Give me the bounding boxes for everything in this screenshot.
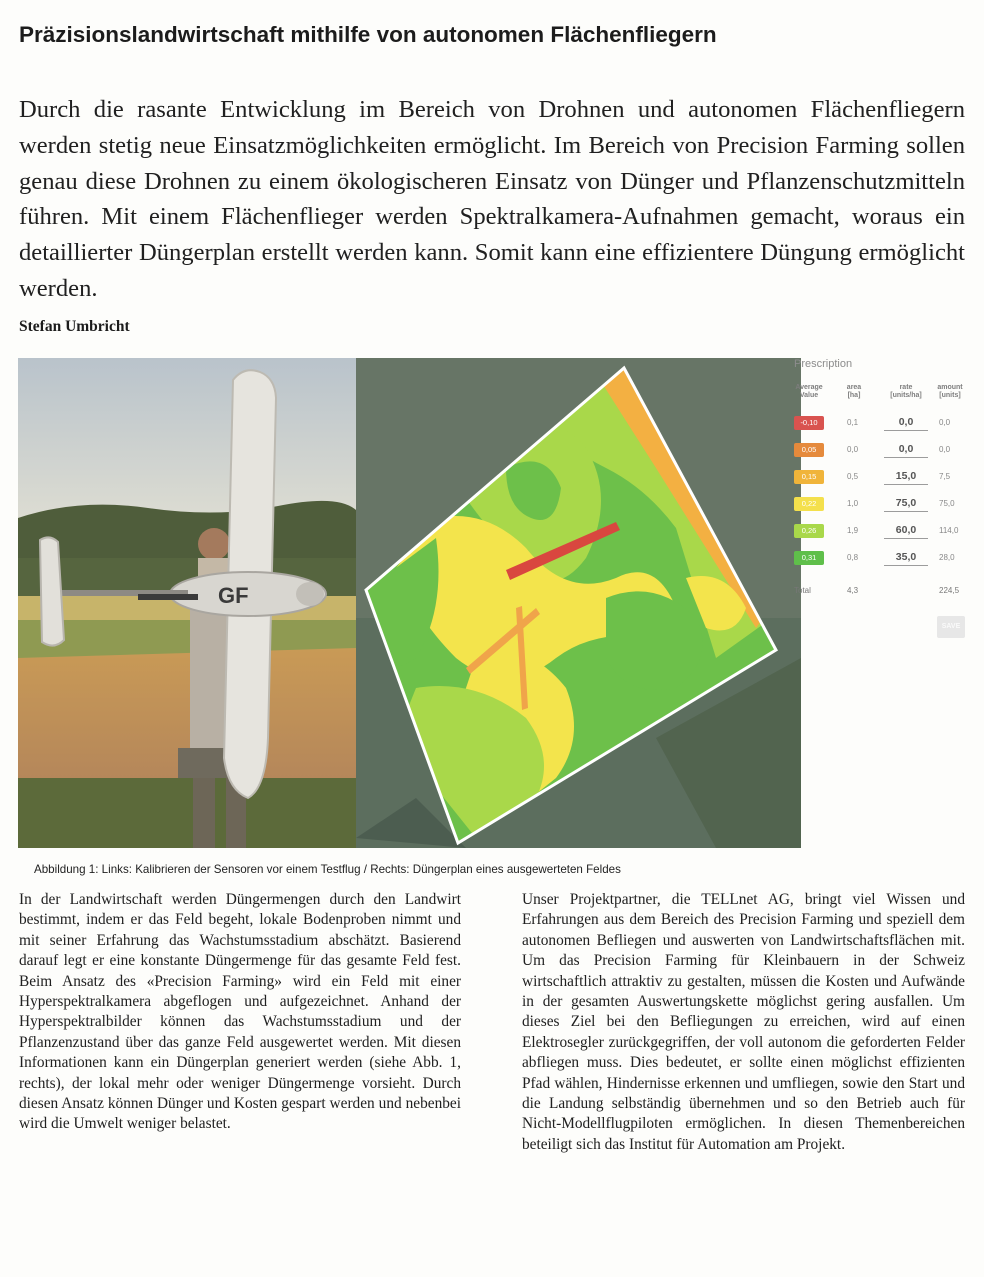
row-amount: 28,0 [939,553,955,562]
header-area [841,384,867,400]
prescription-row [789,495,968,513]
prescription-row [789,441,968,459]
rate-input[interactable]: 15,0 [884,469,928,485]
header-rate-line2: [units/ha] [890,392,922,399]
row-area: 0,5 [847,472,859,481]
drone-calibration-photo [18,358,356,848]
row-area: 0,8 [847,553,859,562]
row-amount: 0,0 [939,445,951,454]
header-area-line2: [ha] [847,392,861,399]
total-amount: 224,5 [939,586,960,595]
row-area: 1,9 [847,526,859,535]
article-author: Stefan Umbricht [19,318,130,335]
header-amount-line1: amount [937,384,963,391]
figure-caption: Abbildung 1: Links: Kalibrieren der Sensoren vor einem Testflug / Rechts: Düngerplan eines ausgewerteten Feldes [34,863,621,876]
row-amount: 0,0 [939,418,951,427]
header-rate [881,384,931,400]
prescription-panel [789,358,968,658]
prescription-row [789,522,968,540]
row-area: 0,0 [847,445,859,454]
prescription-title: Prescription [794,358,853,370]
row-area: 1,0 [847,499,859,508]
total-area: 4,3 [847,586,859,595]
rate-input[interactable]: 0,0 [884,442,928,458]
header-value-line1: Average [795,384,823,391]
header-amount [933,384,967,400]
value-swatch: 0,26 [794,524,824,538]
value-swatch: -0,10 [794,416,824,430]
value-swatch: 0,31 [794,551,824,565]
value-swatch: 0,22 [794,497,824,511]
rate-input[interactable]: 75,0 [884,496,928,512]
drone-marking: GF [218,583,249,608]
row-amount: 7,5 [939,472,951,481]
prescription-row [789,414,968,432]
total-label: Total [794,586,811,595]
row-amount: 75,0 [939,499,955,508]
header-value-line2: Value [799,392,819,399]
body-column-left: In der Landwirtschaft werden Düngermengen durch den Landwirt bestimmt, indem er das Feld begeht, lokale Bodenproben nimmt und mit seiner Erfahrung das Wachstumsstadium abschätzt. Basierend darauf legt er eine konstante Düngermenge für das gesamte Feld fest. Beim Ansatz des «Precision Farming» wird ein Feld mit einer Hyperspektralkamera abgeflogen und aufgezeichnet. Anhand der Hyperspektralbilder können das Wachstumsstadium und der Pflanzenzustand über das ganze Feld ausgewertet werden. Mit diesen Informationen kann ein Düngerplan generiert werden (siehe Abb. 1, rechts), der lokal mehr oder weniger Düngermenge vorsieht. Durch diesen Ansatz können Dünger und Kosten gespart werden und nebenbei wird die Umwelt weniger belastet. [19,891,461,1133]
fertilizer-map-illustration [356,358,801,848]
rate-input[interactable]: 35,0 [884,550,928,566]
fertilizer-map [356,358,801,848]
prescription-total-row [789,586,968,602]
header-area-line1: area [846,384,862,391]
value-swatch: 0,05 [794,443,824,457]
row-area: 0,1 [847,418,859,427]
prescription-row [789,549,968,567]
rate-input[interactable]: 60,0 [884,523,928,539]
body-column-right: Unser Projektpartner, die TELLnet AG, bringt viel Wissen und Erfahrungen aus dem Bereich des Precision Farming und speziell dem autonomen Befliegen und auswerten von Landwirtschaftsflächen mit. Um das Precision Farming für Kleinbauern in der Schweiz wirtschaftlich attraktiv zu gestalten, müssen die Kosten und Aufwände in der gesamten Auswertungskette möglichst gering ausfallen. Um dieses Ziel bei den Befliegungen zu erreichen, wird auf einen Elektrosegler zurückgegriffen, der voll autonom die geforderten Felder abfliegen muss. Dies bedeutet, er sollte einen möglichst effizienten Pfad wählen, Hindernisse erkennen und umfliegen, sowie den Start und die Landung selbständig übernehmen und so den Betrieb auch für Nicht-Modellflugpiloten ermöglichen. In diesen Themenbereichen beteiligt sich das Institut für Automation am Projekt. [522,891,965,1153]
value-swatch: 0,15 [794,470,824,484]
save-button[interactable]: SAVE [937,616,965,638]
row-amount: 114,0 [939,526,959,535]
figure-1 [18,358,968,848]
prescription-row [789,468,968,486]
rate-input[interactable]: 0,0 [884,415,928,431]
article-title: Präzisionslandwirtschaft mithilfe von autonomen Flächenfliegern [19,22,717,47]
header-average-value [793,384,825,400]
drone-photo-illustration [18,358,356,848]
header-amount-line2: [units] [939,392,961,399]
header-rate-line1: rate [899,384,913,391]
article-lead: Durch die rasante Entwicklung im Bereich von Drohnen und autonomen Flächenfliegern werden stetig neue Einsatzmöglichkeiten ermöglicht. Im Bereich von Precision Farming sollen genau diese Drohnen zu einem ökologischeren Einsatz von Dünger und Pflanzenschutzmitteln führen. Mit einem Flächenflieger werden Spektralkamera-Aufnahmen gemacht, woraus ein detaillierter Düngerplan erstellt werden kann. Somit kann eine effizientere Düngung ermöglicht werden. [19,96,965,302]
